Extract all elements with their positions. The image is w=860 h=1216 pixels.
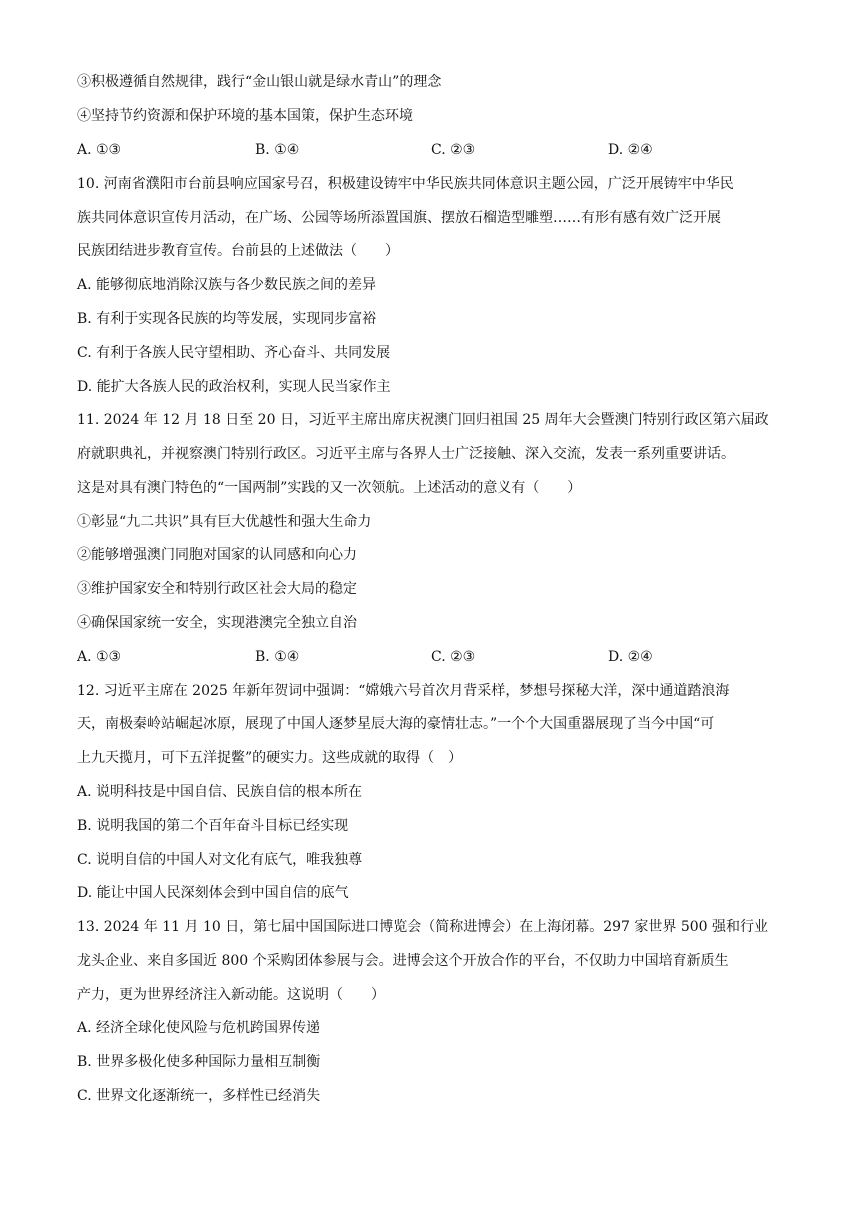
q11-stem-line-1: 11. 2024 年 12 月 18 日至 20 日，习近平主席出席庆祝澳门回归祖国 25 周年大会暨澳门特别行政区第六届政: [77, 412, 769, 428]
q12-stem-line-2: 天，南极秦岭站崛起冰原，展现了中国人逐梦星辰大海的豪情壮志。”一个个大国重器展现了当今中国“可: [77, 716, 715, 732]
q11-choice-b: B. ①④: [255, 649, 300, 665]
q13-option-b: B. 世界多极化使多种国际力量相互制衡: [77, 1054, 321, 1070]
q10-stem-line-3: 民族团结进步教育宣传。台前县的上述做法（ ）: [77, 243, 399, 259]
q10-option-d: D. 能扩大各族人民的政治权利，实现人民当家作主: [77, 379, 391, 395]
q10-option-b: B. 有利于实现各民族的均等发展，实现同步富裕: [77, 311, 377, 327]
q11-item-3: ③维护国家安全和特别行政区社会大局的稳定: [77, 581, 357, 597]
q10-option-c: C. 有利于各族人民守望相助、齐心奋斗、共同发展: [77, 345, 391, 361]
q12-stem-line-3: 上九天揽月，可下五洋捉鳖”的硬实力。这些成就的取得（ ）: [77, 750, 463, 766]
q10-stem-line-2: 族共同体意识宣传月活动，在广场、公园等场所添置国旗、摆放石榴造型雕塑……有形有感有效广泛开展: [77, 210, 721, 226]
q11-item-2: ②能够增强澳门同胞对国家的认同感和向心力: [77, 547, 357, 563]
q12-option-d: D. 能让中国人民深刻体会到中国自信的底气: [77, 885, 349, 901]
q9-item-4: ④坚持节约资源和保护环境的基本国策，保护生态环境: [77, 108, 413, 124]
q13-stem-line-1: 13. 2024 年 11 月 10 日，第七届中国国际进口博览会（简称进博会）在上海闭幕。297 家世界 500 强和行业: [77, 919, 769, 935]
q10-stem-line-1: 10. 河南省濮阳市台前县响应国家号召，积极建设铸牢中华民族共同体意识主题公园，广泛开展铸牢中华民: [77, 176, 734, 192]
q9-choice-d: D. ②④: [608, 142, 653, 158]
q11-choice-d: D. ②④: [608, 649, 653, 665]
q13-stem-line-2: 龙头企业、来自多国近 800 个采购团体参展与会。进博会这个开放合作的平台，不仅助力中国培育新质生: [77, 953, 729, 969]
q12-option-b: B. 说明我国的第二个百年奋斗目标已经实现: [77, 818, 349, 834]
q11-stem-line-3: 这是对具有澳门特色的“一国两制”实践的又一次领航。上述活动的意义有（ ）: [77, 480, 582, 496]
q12-option-c: C. 说明自信的中国人对文化有底气，唯我独尊: [77, 852, 363, 868]
q9-choice-b: B. ①④: [255, 142, 300, 158]
q13-option-c: C. 世界文化逐渐统一，多样性已经消失: [77, 1088, 321, 1104]
q11-item-1: ①彰显“九二共识”具有巨大优越性和强大生命力: [77, 514, 372, 530]
q11-choice-c: C. ②③: [431, 649, 476, 665]
q11-stem-line-2: 府就职典礼，并视察澳门特别行政区。习近平主席与各界人士广泛接触、深入交流，发表一系列重要讲话。: [77, 446, 735, 462]
q11-item-4: ④确保国家统一安全，实现港澳完全独立自治: [77, 615, 357, 631]
q9-choice-a: A. ①③: [77, 142, 122, 158]
q9-item-3: ③积极遵循自然规律，践行“金山银山就是绿水青山”的理念: [77, 74, 442, 90]
q12-option-a: A. 说明科技是中国自信、民族自信的根本所在: [77, 784, 363, 800]
q12-stem-line-1: 12. 习近平主席在 2025 年新年贺词中强调：“嫦娥六号首次月背采样，梦想号探秘大洋，深中通道踏浪海: [77, 683, 730, 699]
q13-option-a: A. 经济全球化使风险与危机跨国界传递: [77, 1020, 321, 1036]
q13-stem-line-3: 产力，更为世界经济注入新动能。这说明（ ）: [77, 987, 385, 1003]
q11-choice-a: A. ①③: [77, 649, 122, 665]
q9-choice-c: C. ②③: [431, 142, 476, 158]
q10-option-a: A. 能够彻底地消除汉族与各少数民族之间的差异: [77, 277, 377, 293]
